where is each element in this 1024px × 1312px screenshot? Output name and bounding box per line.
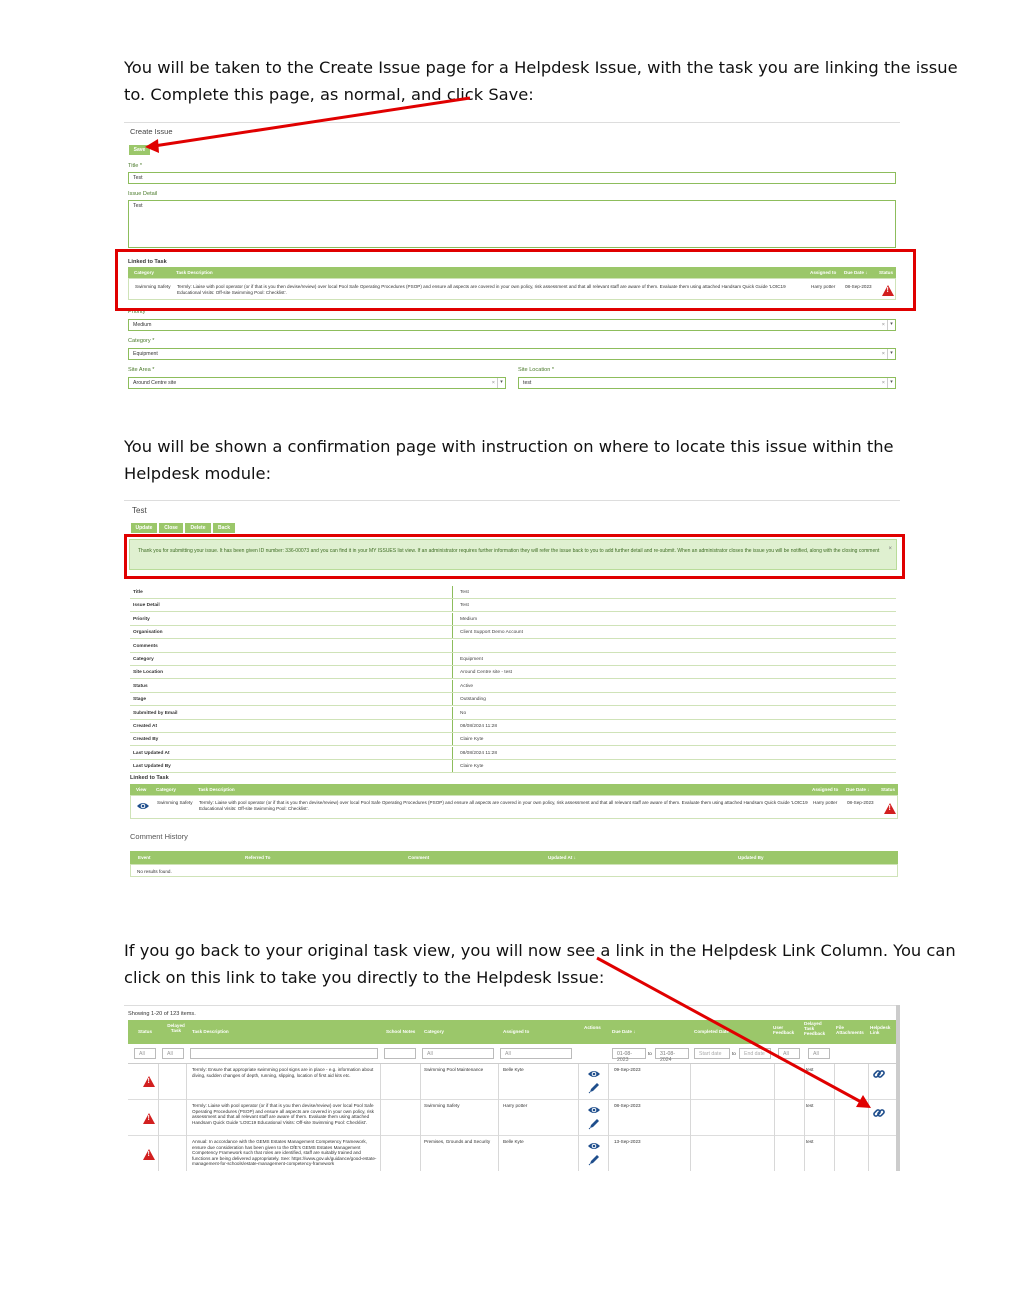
- col-category: Category: [134, 270, 154, 275]
- detail-key: Issue Detail: [133, 603, 160, 609]
- detail-key: Comments: [133, 643, 158, 649]
- col-status: Status: [881, 787, 896, 792]
- task-description: Termly: Liaise with pool operator (or if that is you then devise/review) over local Pool Safe Operating Procedures (PSOP) and ensure all aspects are covered in your own policy, risk assessment and that all relevant staff are aware of them. Evaluate them using attached Handsam Quick Guide 'LOtC19 Educational Visits: Off-site Swimming Pool: Checklist'.: [192, 1103, 374, 1125]
- task-category: Swimming Safety: [424, 1103, 460, 1108]
- linked-to-task-label: Linked to Task: [128, 259, 167, 265]
- col-actions: Actions: [584, 1025, 601, 1030]
- task-due-date: 09-Sep-2023: [614, 1067, 641, 1072]
- detail-value: Active: [460, 683, 474, 689]
- col-referred-to: Referred To: [245, 855, 271, 860]
- col-school-notes: School Notes: [386, 1029, 416, 1034]
- task-delayed-feedback: test: [806, 1103, 814, 1108]
- title-label: Title *: [128, 163, 143, 169]
- delayed-filter-value: All: [167, 1051, 173, 1057]
- detail-key: Last Updated At: [133, 750, 170, 756]
- task-delayed-feedback: test: [806, 1139, 814, 1144]
- confirm-line-2: Helpdesk module:: [124, 463, 272, 483]
- priority-label: Priority: [128, 309, 146, 315]
- col-task-description: Task Description: [192, 1029, 229, 1034]
- col-assigned: Assigned to: [810, 270, 837, 275]
- close-icon[interactable]: ×: [888, 546, 892, 552]
- confirm-line-1: You will be shown a confirmation page with instruction on where to locate this issue within the: [124, 437, 894, 456]
- col-due-date[interactable]: Due Date ↓: [846, 787, 870, 792]
- issue-heading: Test: [132, 506, 147, 515]
- comment-history-heading: Comment History: [130, 832, 188, 841]
- task-category: Swimming Pool Maintenance: [424, 1067, 484, 1072]
- task-category: Premises, Grounds and Security: [424, 1139, 491, 1144]
- site-area-value: Around Centre site: [133, 380, 177, 386]
- back-button[interactable]: Back: [213, 523, 235, 533]
- site-location-value: test: [523, 380, 532, 386]
- status-filter-value: All: [139, 1051, 145, 1057]
- issue-detail-label: Issue Detail: [128, 191, 158, 197]
- col-delayed-feedback: Delayed Task Feedback: [804, 1021, 826, 1036]
- chevron-down-icon[interactable]: ▾: [497, 378, 505, 388]
- col-category: Category: [424, 1029, 444, 1034]
- row-due: 08-Sep-2023: [845, 284, 872, 289]
- linked-to-task-label: Linked to Task: [130, 775, 169, 781]
- delete-button[interactable]: Delete: [185, 523, 211, 533]
- detail-value: Claire Kyte: [460, 764, 484, 770]
- detail-value: 08/08/2024 11:28: [460, 724, 497, 729]
- chevron-down-icon[interactable]: ▾: [887, 349, 895, 359]
- detail-value: Client Support Demo Account: [460, 630, 523, 636]
- detail-key: Title: [133, 590, 143, 595]
- col-updated-by: Updated By: [738, 855, 764, 860]
- clear-icon[interactable]: ×: [881, 380, 885, 386]
- delayed-feedback-filter-value: All: [813, 1051, 819, 1057]
- col-updated-at[interactable]: Updated At ↓: [548, 855, 576, 860]
- col-completed-date: Completed Date: [694, 1029, 729, 1034]
- detail-key: Last Updated By: [133, 764, 171, 770]
- col-task-description: Task Description: [198, 787, 235, 792]
- detail-key: Status: [133, 683, 148, 689]
- update-button[interactable]: Update: [131, 523, 157, 533]
- col-helpdesk-link: Helpdesk Link: [870, 1025, 891, 1035]
- save-button[interactable]: Save: [129, 145, 150, 155]
- task-line-1: If you go back to your original task view, you will now see a link in the Helpdesk Link Column. You can: [124, 941, 956, 960]
- end-date-placeholder: End date: [744, 1051, 765, 1057]
- chevron-down-icon[interactable]: ▾: [887, 378, 895, 388]
- clear-icon[interactable]: ×: [881, 351, 885, 357]
- site-location-label: Site Location *: [518, 367, 555, 373]
- close-button[interactable]: Close: [159, 523, 183, 533]
- detail-key: Site Location: [133, 670, 164, 676]
- task-due-date: 08-Sep-2023: [614, 1103, 641, 1108]
- col-task-description: Task Description: [176, 270, 213, 275]
- title-input[interactable]: Test: [128, 172, 896, 184]
- priority-value: Medium: [133, 322, 152, 328]
- clear-icon[interactable]: ×: [881, 322, 885, 328]
- task-description: Annual: In accordance with the GEMS Estates Management Competency Framework, ensure due consideration has been given to the DfE's GEMS Estates Management Competency Framework such that roles are identified, staff are suitably trained and functions are being delivered appropriately. See: https://www.gov.uk/guidance/good-estate-management-for-schools/estate-management-competency-framework: [192, 1139, 377, 1167]
- detail-value: Around Centre site - test: [460, 670, 512, 676]
- detail-value: No: [460, 710, 467, 716]
- detail-value: Test: [460, 603, 469, 609]
- intro-line-1: You will be taken to the Create Issue page for a Helpdesk Issue, with the task you are linking the issue: [124, 58, 958, 77]
- col-status: Status: [138, 1029, 153, 1034]
- category-value: Equipment: [133, 351, 158, 357]
- col-file-attachments: File Attachments: [836, 1025, 864, 1035]
- col-due-date[interactable]: Due Date ↓: [612, 1029, 636, 1034]
- clear-icon[interactable]: ×: [491, 380, 495, 386]
- task-description: Termly: Ensure that appropriate swimming pool signs are in place - e.g. information about diving, sudden changes of depth, running, slipping, location of first aid kits etc.: [192, 1067, 374, 1078]
- row-description: Termly: Liaise with pool operator (or if that is you then devise/review) over local Pool Safe Operating Procedures (PSOP) and ensure all aspects are covered in your own policy, risk assessment and that all relevant staff are aware of them. Evaluate them using attached Handsam Quick Guide 'LOtC19 Educational Visits: Off-site Swimming Pool: Checklist'.: [199, 800, 808, 811]
- issue-detail-textarea[interactable]: Test: [128, 200, 896, 248]
- success-message: Thank you for submitting your issue. It has been given ID number: 336-00073 and you can find it in your MY ISSUES list view. If an administrator requires further information they will refer the issue back to you to add further detail and re-submit. When an administrator closes the issue you will be notified, along with the closing comment: [138, 548, 880, 554]
- task-delayed-feedback: test: [806, 1067, 814, 1072]
- create-issue-heading: Create Issue: [130, 127, 173, 136]
- col-comment: Comment: [408, 855, 430, 860]
- detail-value: Claire Kyte: [460, 737, 484, 743]
- detail-value: 08/08/2024 11:28: [460, 750, 497, 756]
- detail-key: Organisation: [133, 630, 163, 636]
- row-assigned: Harry potter: [811, 284, 836, 289]
- row-assigned: Harry potter: [813, 800, 838, 805]
- row-description: Termly: Liaise with pool operator (or if that is you then devise/review) over local Pool Safe Operating Procedures (PSOP) and ensure all aspects are covered in your own policy, risk assessment and that all relevant staff are aware of them. Evaluate them using attached Handsam Quick Guide 'LOtC19 Educational Visits: Off-site Swimming Pool: Checklist'.: [177, 284, 786, 295]
- due-to-value: 31-08-2024: [660, 1051, 675, 1063]
- col-event: Event: [138, 855, 151, 860]
- col-delayed-task: Delayed Task: [167, 1023, 185, 1033]
- category-label: Category *: [128, 338, 155, 344]
- showing-count: Showing 1-20 of 123 items.: [128, 1011, 196, 1017]
- task-line-2: click on this link to take you directly to the Helpdesk Issue:: [124, 967, 605, 987]
- row-due: 08-Sep-2023: [847, 800, 874, 805]
- detail-key: Category: [133, 657, 154, 662]
- col-due-date[interactable]: Due Date ↓: [844, 270, 868, 275]
- due-from-value: 01-08-2023: [617, 1051, 632, 1063]
- detail-value: Outstanding: [460, 697, 486, 703]
- detail-key: Created At: [133, 724, 158, 729]
- to-label: to: [648, 1051, 652, 1056]
- start-date-placeholder: Start date: [699, 1051, 722, 1057]
- arrow-to-save: [145, 98, 470, 153]
- col-category: Category: [156, 787, 176, 792]
- row-category: Swimming Safety: [157, 800, 193, 805]
- row-category: Swimming Safety: [135, 284, 171, 289]
- site-area-label: Site Area *: [128, 367, 155, 373]
- detail-key: Stage: [133, 697, 147, 703]
- no-results-text: No results found.: [137, 869, 172, 874]
- intro-line-2: to. Complete this page, as normal, and click Save:: [124, 84, 534, 104]
- col-user-feedback: User Feedback: [773, 1025, 795, 1035]
- detail-value: Medium: [460, 616, 478, 622]
- detail-value: Equipment: [460, 657, 483, 662]
- col-view: View: [136, 787, 147, 792]
- detail-key: Submitted by Email: [133, 710, 178, 716]
- detail-value: Test: [460, 590, 469, 595]
- arrow-to-helpdesk-link: [597, 958, 871, 1108]
- to-label: to: [732, 1051, 736, 1056]
- chevron-down-icon[interactable]: ▾: [887, 320, 895, 330]
- col-assigned: Assigned to: [503, 1029, 530, 1034]
- col-status: Status: [879, 270, 894, 275]
- feedback-filter-value: All: [783, 1051, 789, 1057]
- assigned-filter-value: All: [505, 1051, 511, 1057]
- detail-key: Priority: [133, 616, 150, 622]
- col-assigned: Assigned to: [812, 787, 839, 792]
- category-filter-value: All: [427, 1051, 433, 1057]
- task-due-date: 13-Sep-2023: [614, 1139, 641, 1144]
- task-assigned: Belle Kyte: [503, 1139, 524, 1144]
- task-assigned: Belle Kyte: [503, 1067, 524, 1072]
- detail-key: Created By: [133, 737, 159, 743]
- task-assigned: Harry potter: [503, 1103, 528, 1108]
